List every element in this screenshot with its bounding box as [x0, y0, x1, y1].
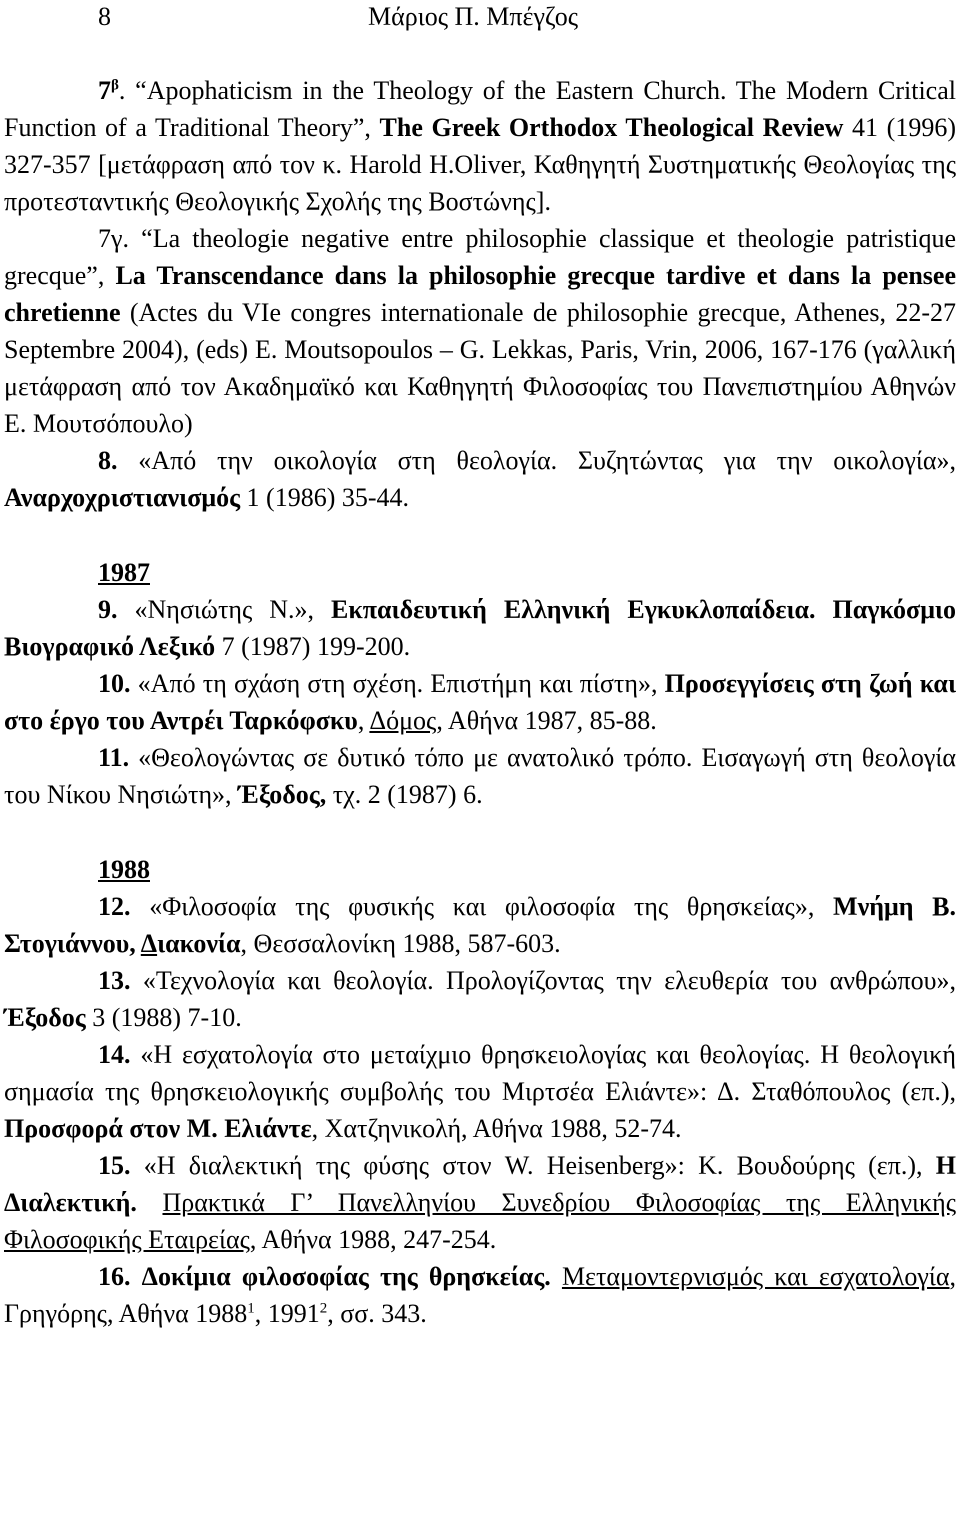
entry-9: 9. «Νησιώτης Ν.», Εκπαιδευτική Ελληνική Εγκυκλοπαίδεια. Παγκόσμιο Βιογραφικό Λεξικό 7 (1987) 199-200. — [4, 595, 956, 661]
entry-number: 7γ. — [98, 224, 129, 253]
entry-number: 12. — [98, 892, 131, 921]
entry-15: 15. «Η διαλεκτική της φύσης στον W. Heisenberg»: Κ. Βουδούρης (επ.), Η Διαλεκτική. Πρακτικά Γ’ Πανελληνίου Συνεδρίου Φιλοσοφίας της Ελληνικής Φιλοσοφικής Εταιρείας, Αθήνα 1988, 247-254. — [4, 1151, 956, 1254]
running-title: Μάριος Π. Μπέγζος — [368, 2, 579, 31]
entry-16: 16. Δοκίμια φιλοσοφίας της θρησκείας. Μεταμοντερνισμός και εσχατολογία, Γρηγόρης, Αθήνα 1988$^1$, 1991$^2$, σσ. 343. — [4, 1262, 957, 1328]
work-title: Η Διαλεκτική. — [4, 1151, 956, 1217]
entry-8: 8. «Από την οικολογία στη θεολογία. Συζητώντας για την οικολογία», Αναρχοχριστιανισμός 1 (1986) 35-44. — [4, 446, 956, 512]
entry-11: 11. «Θεολογώντας σε δυτικό τόπο με ανατολικό τρόπο. Εισαγωγή στη θεολογία του Νίκου Νησιώτη», Έξοδος, τχ. 2 (1987) 6. — [4, 743, 956, 809]
entry-number: 13. — [98, 966, 131, 995]
entry-12: 12. «Φιλοσοφία της φυσικής και φιλοσοφία της θρησκείας», Μνήμη Β. Στογιάννου, Διακονία, Θεσσαλονίκη 1988, 587-603. — [4, 892, 956, 958]
page-header — [0, 0, 960, 36]
entry-10: 10. «Από τη σχάση στη σχέση. Επιστήμη και πίστη», Προσεγγίσεις στη ζωή και στο έργο του Αντρέι Ταρκόφσκυ, Δόμος, Αθήνα 1987, 85-88. — [4, 669, 957, 735]
year-heading-1988: 1988 — [98, 855, 150, 884]
proceedings-title: Πρακτικά Γ’ Πανελληνίου Συνεδρίου Φιλοσοφίας της Ελληνικής Φιλοσοφικής Εταιρείας — [4, 1188, 956, 1254]
bibliography-body — [4, 72, 956, 1332]
entry-number: $7^\beta$ — [98, 76, 119, 105]
subtitle: Μεταμοντερνισμός και εσχατολογία — [561, 1262, 950, 1291]
year-heading-1987: 1987 — [98, 558, 150, 587]
work-title: Δοκίμια φιλοσοφίας της θρησκείας. — [141, 1262, 551, 1291]
edition-sup: 1 — [247, 1300, 255, 1317]
journal-title: Έξοδος — [4, 1003, 86, 1032]
journal-title: Αναρχοχριστιανισμός — [4, 483, 241, 512]
journal-title: Έξοδος, — [238, 780, 327, 809]
entry-number: 15. — [98, 1151, 131, 1180]
entry-14: 14. «Η εσχατολογία στο μεταίχμιο θρησκειολογίας και θεολογίας. Η θεολογική σημασία της θρησκειολογικής συμβολής του Μιρτσέα Ελιάντε»: Δ. Σταθόπουλος (επ.), Προσφορά στον Μ. Ελιάντε, Χατζηνικολή, Αθήνα 1988, 52-74. — [4, 1040, 956, 1143]
book-title: La Transcendance dans la philosophie grecque tardive et dans la pensee chretienne — [4, 261, 956, 327]
entry-number: 16. — [98, 1262, 131, 1291]
entry-number: 14. — [98, 1040, 131, 1069]
work-title: Μνήμη Β. Στογιάννου, Διακονία — [4, 892, 956, 958]
work-title: Προσφορά στον Μ. Ελιάντε — [4, 1114, 312, 1143]
page-number: 8 — [98, 2, 111, 31]
entry-7b: $7^\beta$. “Apophaticism in the Theology of the Eastern Church. The Modern Critical Function of a Traditional Theory”, The Greek Orthodox Theological Review 41 (1996) 327-357 [μετάφραση από τον κ. Harold H.Oliver, Καθηγητή Συστηματικής Θεολογίας της προτεσταντικής Θεολογικής Σχολής της Βοστώνης]. — [4, 76, 956, 216]
entry-number: 8. — [98, 446, 118, 475]
work-title: Εκπαιδευτική Ελληνική Εγκυκλοπαίδεια. Παγκόσμιο Βιογραφικό Λεξικό — [4, 595, 956, 661]
publisher: Δόμος — [369, 706, 437, 735]
work-title: Προσεγγίσεις στη ζωή και στο έργο του Αντρέι Ταρκόφσκυ — [4, 669, 957, 735]
entry-13: 13. «Τεχνολογία και θεολογία. Προλογίζοντας την ελευθερία του ανθρώπου», Έξοδος 3 (1988) 7-10. — [4, 966, 956, 1032]
entry-number: 9. — [98, 595, 118, 624]
journal-title: The Greek Orthodox Theological Review — [379, 113, 844, 142]
edition-sup: 2 — [319, 1300, 328, 1317]
entry-7c: 7γ. “La theologie negative entre philosophie classique et theologie patristique grecque”, La Transcendance dans la philosophie grecque tardive et dans la pensee chretienne (Actes du VIe congres internationale de philosophie grecque, Athenes, 22-27 Septembre 2004), (eds) E. Moutsopoulos – G. Lekkas, Paris, Vrin, 2006, 167-176 (γαλλική μετάφραση από τον Ακαδημαϊκό και Καθηγητή Φιλοσοφίας του Πανεπιστημίου Αθηνών Ε. Μουτσόπουλο) — [4, 224, 956, 438]
entry-number: 10. — [98, 669, 131, 698]
entry-number: 11. — [98, 743, 130, 772]
